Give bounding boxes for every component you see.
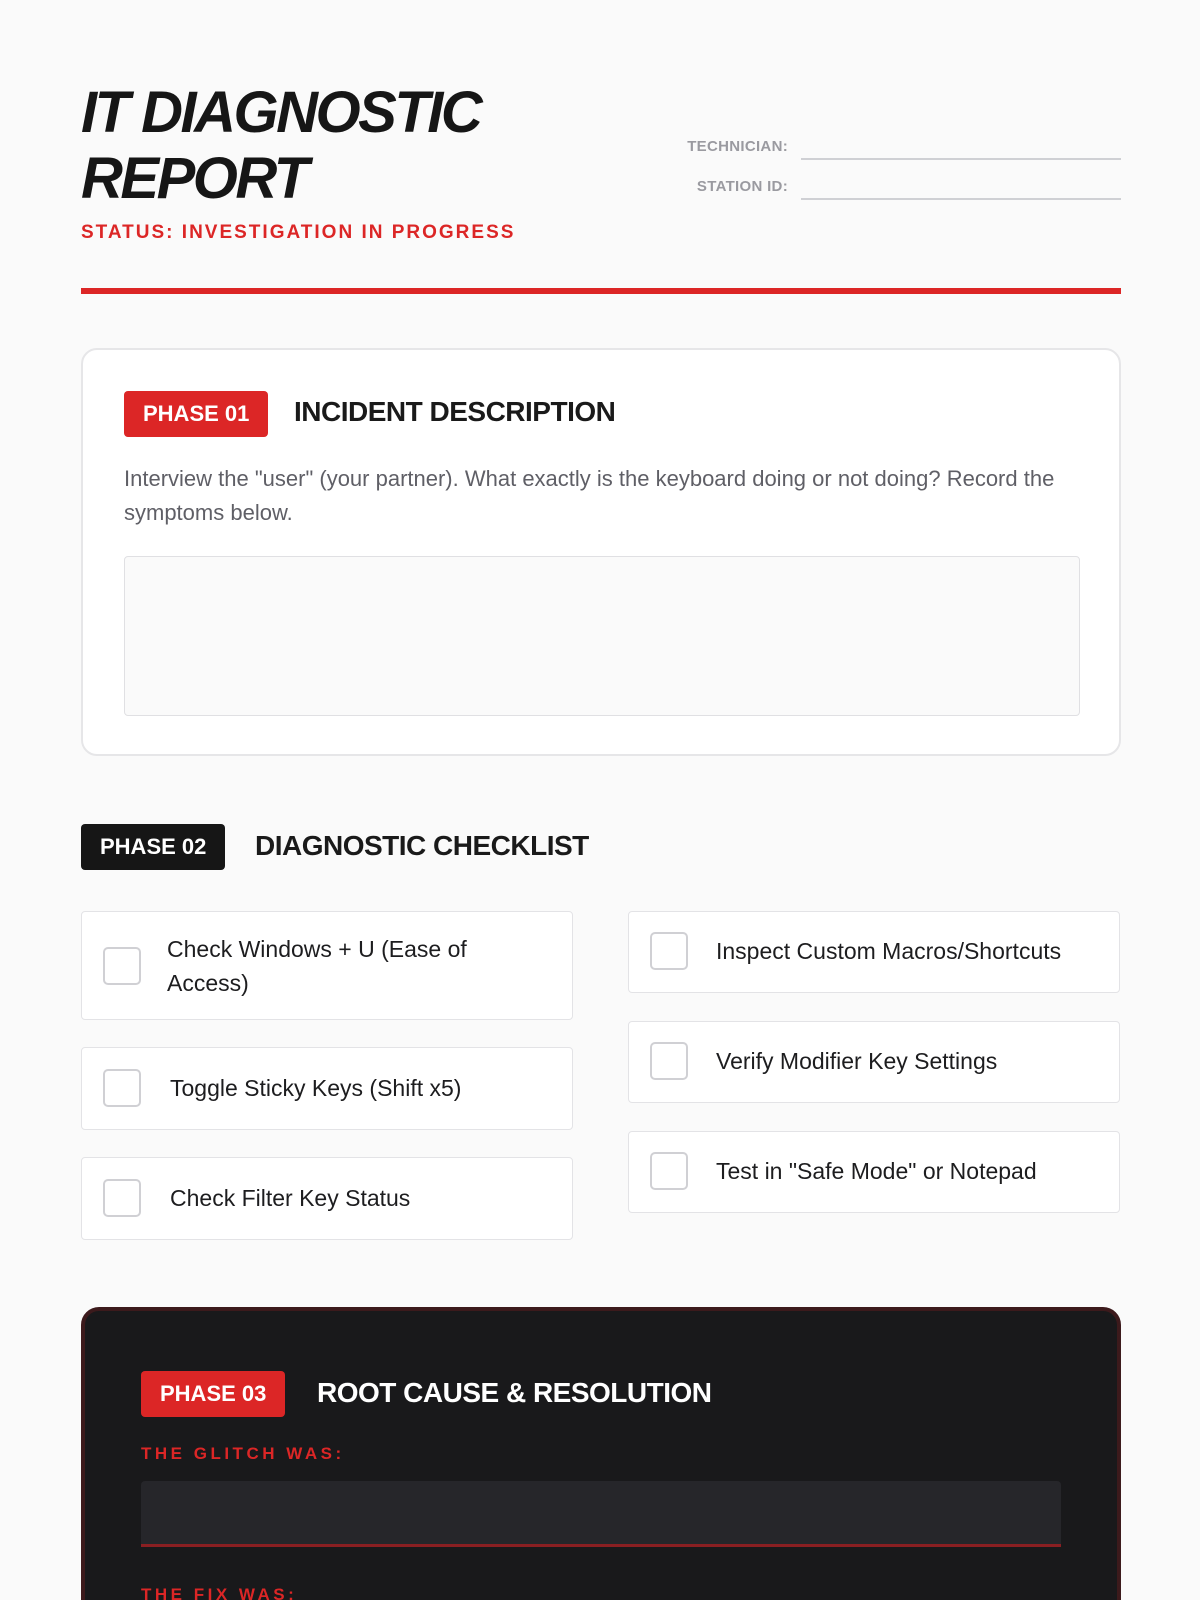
glitch-input[interactable] bbox=[141, 1481, 1061, 1547]
checklist-item-label: Test in "Safe Mode" or Notepad bbox=[716, 1158, 1037, 1184]
checkbox[interactable] bbox=[650, 932, 688, 970]
phase3-badge: PHASE 03 bbox=[141, 1371, 285, 1417]
glitch-label: THE GLITCH WAS: bbox=[141, 1444, 345, 1463]
checkbox[interactable] bbox=[103, 947, 141, 985]
checklist-item-label: Check Windows + U (Ease of Access) bbox=[167, 936, 467, 996]
checklist-item[interactable] bbox=[628, 1131, 1120, 1213]
report-header bbox=[81, 80, 1121, 294]
checklist-item[interactable] bbox=[81, 1047, 573, 1130]
checkbox[interactable] bbox=[103, 1069, 141, 1107]
phase1-description: Interview the "user" (your partner). What exactly is the keyboard doing or not doing? Record the symptoms below. bbox=[124, 466, 1055, 525]
technician-label: TECHNICIAN: bbox=[687, 138, 788, 155]
checklist-item[interactable] bbox=[81, 1157, 573, 1240]
phase2-title: DIAGNOSTIC CHECKLIST bbox=[255, 830, 589, 861]
report-title bbox=[81, 80, 601, 212]
phase1-card bbox=[81, 348, 1121, 756]
checklist-item-label: Inspect Custom Macros/Shortcuts bbox=[716, 938, 1062, 964]
phase2-badge: PHASE 02 bbox=[81, 824, 225, 870]
checklist-item[interactable] bbox=[81, 911, 573, 1020]
phase3-card bbox=[81, 1307, 1121, 1600]
checkbox[interactable] bbox=[103, 1179, 141, 1217]
checkbox[interactable] bbox=[650, 1042, 688, 1080]
phase1-badge: PHASE 01 bbox=[124, 391, 268, 437]
symptoms-textarea[interactable] bbox=[124, 556, 1080, 716]
fix-label: THE FIX WAS: bbox=[141, 1585, 298, 1600]
report-title-line2: REPORT bbox=[81, 146, 307, 211]
technician-field[interactable] bbox=[801, 158, 1121, 160]
checklist-item-label: Toggle Sticky Keys (Shift x5) bbox=[170, 1075, 462, 1101]
checkbox[interactable] bbox=[650, 1152, 688, 1190]
checklist-item[interactable] bbox=[628, 1021, 1120, 1103]
checklist-item[interactable] bbox=[628, 911, 1120, 993]
checklist-item-label: Verify Modifier Key Settings bbox=[716, 1048, 998, 1074]
station-row bbox=[641, 170, 1121, 200]
phase2-header bbox=[81, 824, 1121, 870]
technician-row bbox=[641, 130, 1121, 160]
station-id-label: STATION ID: bbox=[696, 178, 788, 195]
status-label: STATUS: INVESTIGATION IN PROGRESS bbox=[81, 222, 516, 243]
phase3-title: ROOT CAUSE & RESOLUTION bbox=[317, 1377, 712, 1408]
header-divider bbox=[81, 288, 1121, 294]
checklist-item-label: Check Filter Key Status bbox=[170, 1185, 411, 1211]
phase1-title: INCIDENT DESCRIPTION bbox=[294, 396, 616, 427]
report-title-line1: IT DIAGNOSTIC bbox=[81, 80, 481, 145]
station-id-field[interactable] bbox=[801, 198, 1121, 200]
